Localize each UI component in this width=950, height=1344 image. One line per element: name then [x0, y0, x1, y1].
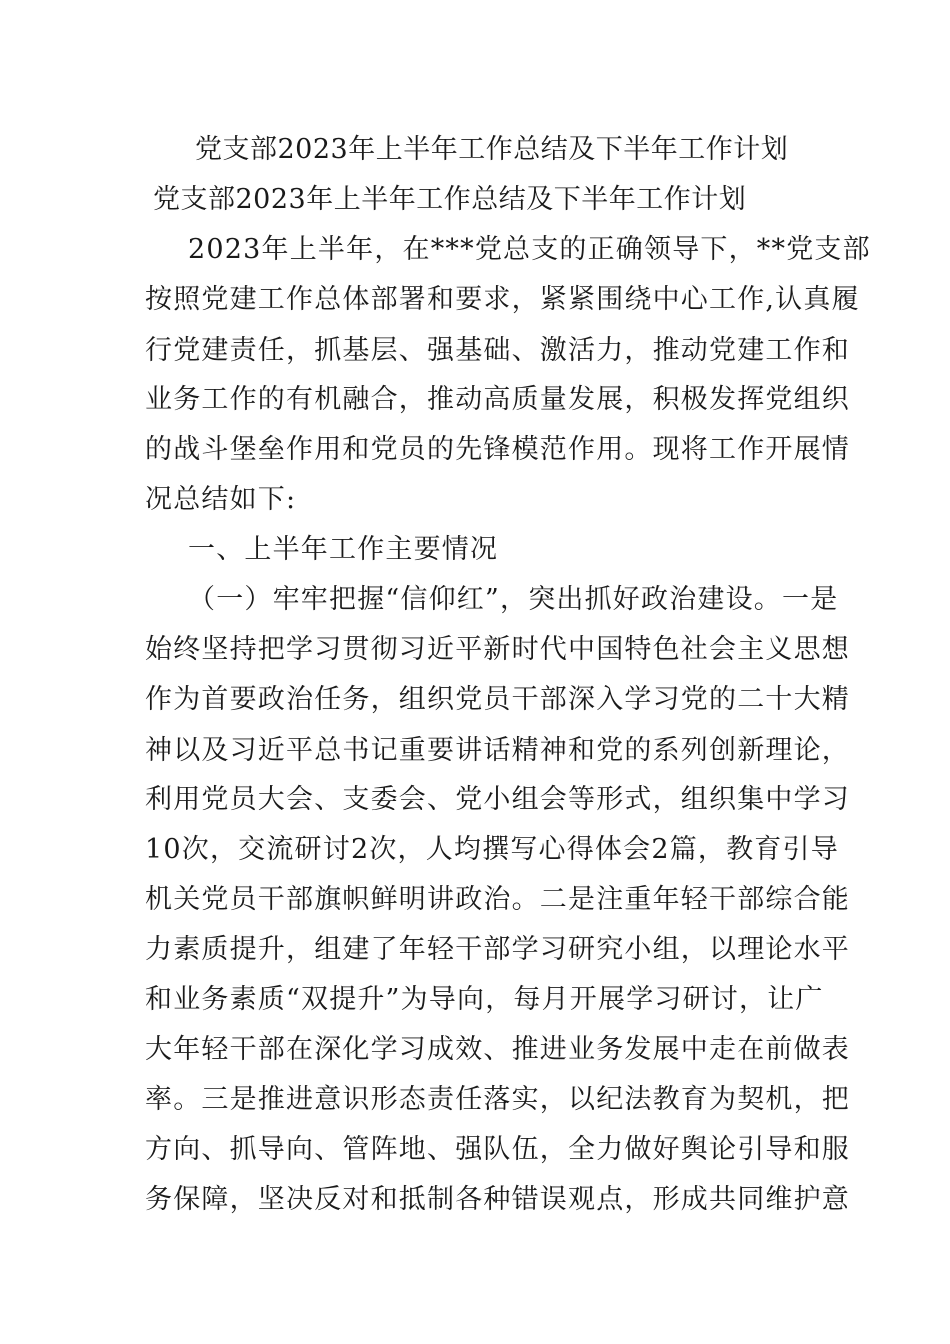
paragraph-line: 按照党建工作总体部署和要求，紧紧围绕中心工作,认真履: [145, 284, 860, 315]
paragraph-line: 率。三是推进意识形态责任落实，以纪法教育为契机，把: [145, 1084, 850, 1115]
paragraph-line: 和业务素质“双提升”为导向，每月开展学习研讨，让广: [145, 984, 824, 1015]
paragraph-line: 始终坚持把学习贯彻习近平新时代中国特色社会主义思想: [145, 634, 850, 665]
paragraph-line: 况总结如下:: [145, 484, 297, 515]
section-heading: 一、上半年工作主要情况: [188, 534, 499, 565]
document-title: 党支部2023年上半年工作总结及下半年工作计划: [195, 134, 789, 165]
paragraph-line: 务保障，坚决反对和抵制各种错误观点，形成共同维护意: [145, 1184, 850, 1215]
document-subtitle: 党支部2023年上半年工作总结及下半年工作计划: [153, 184, 747, 215]
paragraph-line: 作为首要政治任务，组织党员干部深入学习党的二十大精: [145, 684, 850, 715]
paragraph-line: 业务工作的有机融合，推动高质量发展，积极发挥党组织: [145, 384, 850, 415]
paragraph-line: 大年轻干部在深化学习成效、推进业务发展中走在前做表: [145, 1034, 850, 1065]
paragraph-line: 力素质提升，组建了年轻干部学习研究小组，以理论水平: [145, 934, 850, 965]
paragraph-line: 机关党员干部旗帜鲜明讲政治。二是注重年轻干部综合能: [145, 884, 850, 915]
paragraph-line: 利用党员大会、支委会、党小组会等形式，组织集中学习: [145, 784, 850, 815]
paragraph-line: 的战斗堡垒作用和党员的先锋模范作用。现将工作开展情: [145, 434, 850, 465]
paragraph-line: 方向、抓导向、管阵地、强队伍，全力做好舆论引导和服: [145, 1134, 850, 1165]
paragraph-line: 行党建责任，抓基层、强基础、激活力，推动党建工作和: [145, 335, 850, 366]
paragraph-line: （一）牢牢把握“信仰红”，突出抓好政治建设。一是: [188, 584, 839, 615]
paragraph-line: 2023年上半年，在***党总支的正确领导下，**党支部: [188, 234, 871, 265]
paragraph-line: 神以及习近平总书记重要讲话精神和党的系列创新理论，: [145, 735, 850, 766]
paragraph-line: 10次，交流研讨2次，人均撰写心得体会2篇，教育引导: [145, 834, 839, 865]
